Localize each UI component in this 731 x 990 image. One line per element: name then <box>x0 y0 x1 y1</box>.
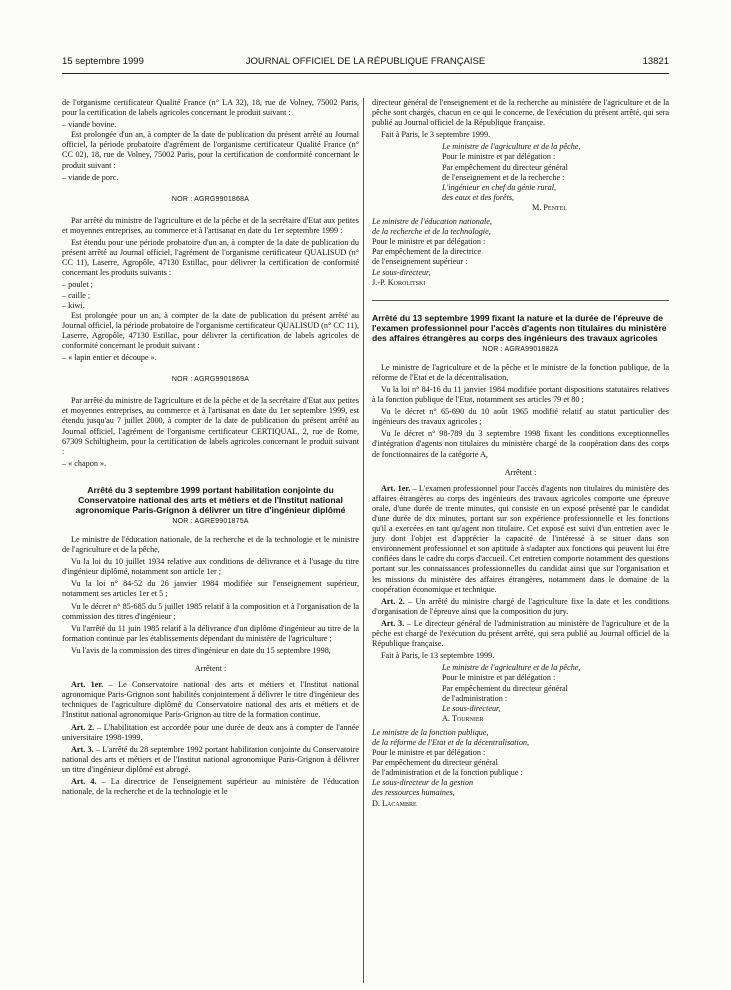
list-item: – kiwi. <box>62 300 85 310</box>
page-header <box>62 56 669 72</box>
article <box>372 619 669 649</box>
signature-line: de l'administration et de la fonction publique : <box>372 768 523 778</box>
signature-line: L'ingénieur en chef du génie rural, <box>442 182 557 192</box>
article-text: – L'arrêté du 28 septembre 1992 portant habilitation conjointe du Conservatoire national des arts et métiers et de l'Institut national agronomique Paris-Grignon à délivrer un titre d'ingénieur diplômé est abrogé. <box>62 744 359 774</box>
signature-line: Par empêchement du directeur général <box>442 162 568 172</box>
signature-line: Le sous-directeur, <box>372 267 431 277</box>
paragraph: Est étendu pour une période probatoire d'un an, à compter de la date de publication du présent arrêté au Journal officiel, l'agrément de l'organisme certificateur QUALISUD (n° CC 11), Laserre, Agropôle, 47130 Estillac, pour délivrer la certification de conformité concernant les produits suivants : <box>62 238 359 278</box>
signature-line: Le ministre de la fonction publique, <box>372 727 489 737</box>
right-column <box>372 98 669 809</box>
signature-block <box>372 142 669 213</box>
signature-line: de l'administration : <box>442 693 508 703</box>
section-separator <box>372 300 669 301</box>
signature-line: Pour le ministre et par délégation : <box>372 237 486 247</box>
paragraph: Par arrêté du ministre de l'agriculture et de la pêche et de la secrétaire d'Etat aux petites et moyennes entreprises, au commerce et à l'artisanat en date du 1er septembre 1999, est étendu jusqu'au 7 juillet 2000, à compter de la date de publication du présent arrêté au Journal officiel, l'agrément de l'organisme certificateur CERTIQUAL, 2, rue de Rome, 67309 Schiltigheim, pour la certification de labels agricoles concernant le produit suivant : <box>62 396 359 456</box>
article-text: – La directrice de l'enseignement supérieur au ministère de l'éducation nationale, de la recherche et de la technologie et le <box>62 776 360 797</box>
signature-line: Pour le ministre et par délégation : <box>442 152 556 162</box>
decree-title: Arrêté du 3 septembre 1999 portant habilitation conjointe du Conservatoire national des arts et métiers et de l'Institut national agronomique Paris-Grignon à délivrer un titre d'ingénieur diplômé <box>75 484 346 515</box>
article-text: – Le Conservatoire national des arts et métiers et l'Institut national agronomique Paris-Grignon sont habilités conjointement à délivrer le titre d'ingénieur des techniques de l'agriculture diplômé du Conservatoire national des arts et métiers et de l'Institut national agronomique Paris-Grignon au titre de la formation continue. <box>62 680 359 720</box>
paragraph: Vu la loi n° 84-16 du 11 janvier 1984 modifiée portant dispositions statutaires relatives à la fonction publique de l'Etat, notamment ses articles 79 et 80 ; <box>372 384 669 405</box>
article-text: – L'habilitation est accordée pour une durée de deux ans à compter de l'année universitaire 1998-1999. <box>62 722 359 742</box>
article <box>62 777 359 797</box>
signature-block <box>372 728 602 809</box>
arretent-heading: Arrêtent : <box>504 467 537 477</box>
nor-reference: NOR : AGRE9901875A <box>172 517 249 525</box>
paragraph: Vu le décret n° 85-685 du 5 juillet 1985 relatif à la composition et à l'organisation de la commission des titres d'ingénieur ; <box>62 601 359 621</box>
signatory-name: M. Pentel <box>532 202 567 212</box>
article-label: Art. 4. <box>71 776 97 786</box>
signature-line: Par empêchement du directeur général <box>442 683 568 693</box>
paragraph: Est prolongée d'un an, à compter de la date de publication du présent arrêté au Journal officiel, la période probatoire d'agrément de l'organisme certificateur Qualité France (n° CC 02), 18, rue de Volney, 75002 Paris, pour la certification de conformité concernant le produit suivant : <box>62 130 359 170</box>
article-label: Art. 2. <box>381 596 405 606</box>
article-text: – Le directeur général de l'administration au ministère de l'agriculture et de la pêche est chargé de l'exécution du présent arrêté, qui sera publié au Journal officiel de la République française. <box>372 618 669 649</box>
signature-line: Par empêchement de la directrice <box>372 247 482 257</box>
paragraph: Le ministre de l'éducation nationale, de la recherche et de la technologie et le ministre de l'agriculture et de la pêche, <box>62 535 359 555</box>
signatory-name: J.-P. Korolitski <box>372 277 426 287</box>
nor-reference: NOR : AGRG9901868A <box>171 195 250 203</box>
list-item: – « chapon ». <box>62 458 107 468</box>
nor-reference: NOR : AGRG9901869A <box>171 376 250 384</box>
paragraph: directeur général de l'enseignement et de la recherche au ministère de l'agriculture et de la pêche sont chargés, chacun en ce qui le concerne, de l'exécution du présent arrêté, qui sera publié au Journal officiel de la République française. <box>372 98 669 128</box>
article-label: Art. 3. <box>71 744 94 754</box>
list-item: – poulet ; <box>62 280 93 290</box>
signature-date: Fait à Paris, le 3 septembre 1999. <box>381 130 491 140</box>
list-item: – viande bovine. <box>62 120 117 130</box>
signature-line: des eaux et des forêts, <box>442 192 515 202</box>
paragraph: Le ministre de l'agriculture et de la pêche et le ministre de la fonction publique, de la réforme de l'Etat et de la décentralisation, <box>372 362 669 382</box>
signature-line: Le ministre de l'éducation nationale, <box>372 217 492 227</box>
paragraph: Vu le décret n° 65-690 du 10 août 1965 modifié relatif au statut particulier des ingénieurs des travaux agricoles ; <box>372 407 669 427</box>
article-label: Art. 1er. <box>381 483 411 493</box>
signature-line: de l'enseignement supérieur : <box>372 257 468 267</box>
article <box>372 484 669 595</box>
article-label: Art. 2. <box>71 722 95 732</box>
arretent-heading: Arrêtent : <box>194 664 227 674</box>
signature-line: Pour le ministre et par délégation : <box>442 673 556 683</box>
paragraph: Par arrêté du ministre de l'agriculture et de la pêche et de la secrétaire d'Etat aux petites et moyennes entreprises, au commerce et à l'artisanat en date du 1er septembre 1999 : <box>62 215 359 235</box>
paragraph: Est prolongée pour un an, à compter de la date de publication du présent arrêté au Journal officiel, la période probatoire de l'organisme certificateur QUALISUD (n° CC 11), Laserre, Agropôle, 47130 Estillac, pour délivrer la certification de labels agricoles de conformité concernant le produit suivant : <box>62 310 359 350</box>
article-text: – Un arrêté du ministre chargé de l'agriculture fixe la date et les conditions d'organisation de l'épreuve ainsi que la composition du jury. <box>372 596 669 616</box>
article-text: – L'examen professionnel pour l'accès d'agents non titulaires du ministère des affaires étrangères au corps des ingénieurs des travaux agricoles comporte une épreuve orale, d'une durée de trente minutes, qui consiste en un exposé présenté par le candidat d'une durée de dix minutes, portant sur son expérience professionnelle et les fonctions qu'il a exercées en tant qu'agent non titulaire. Cet exposé est suivi d'un entretien avec le jury dont l'objet est d'apprécier la capacité de l'intéressé à se situer dans son environnement professionnel et son aptitude à s'adapter aux fonctions qui peuvent lui être confiées dans le cadre du corps d'accueil. Cet entretien comporte notamment des questions portant sur les connaissances professionnelles du candidat ainsi que sur l'organisation et les missions du ministère des affaires étrangères, notamment dans le domaine de la coopération économique et technique. <box>372 483 669 594</box>
header-journal-title: JOURNAL OFFICIEL DE LA RÉPUBLIQUE FRANÇAISE <box>245 56 486 67</box>
header-date: 15 septembre 1999 <box>62 56 144 67</box>
article <box>62 745 359 775</box>
article <box>62 680 359 720</box>
paragraph: Vu l'avis de la commission des titres d'ingénieur en date du 15 septembre 1998, <box>71 645 331 655</box>
decree-title: Arrêté du 13 septembre 1999 fixant la nature et la durée de l'épreuve de l'examen professionnel pour l'accès d'agents non titulaires du ministère des affaires étrangères au corps des ingénieurs des travaux agricoles <box>372 312 667 343</box>
signature-line: Le ministre de l'agriculture et de la pêche, <box>442 142 581 152</box>
article <box>372 597 669 617</box>
list-item: – caille ; <box>62 290 91 300</box>
signature-line: Le sous-directeur, <box>442 703 501 713</box>
article-label: Art. 3. <box>381 618 405 628</box>
signatory-name: D. Lacambre <box>372 798 417 808</box>
signature-block <box>372 217 572 288</box>
header-rule <box>62 73 669 74</box>
list-item: – « lapin entier et découpe ». <box>62 353 157 363</box>
article <box>62 723 359 743</box>
signature-date: Fait à Paris, le 13 septembre 1999. <box>381 651 495 661</box>
signature-block <box>372 663 669 724</box>
paragraph: Vu la loi du 10 juillet 1934 relative aux conditions de délivrance et à l'usage du titre d'ingénieur diplômé, notamment son article 1er ; <box>62 557 359 577</box>
signatory-name: A. Tournier <box>442 713 484 723</box>
signature-line: de la recherche et de la technologie, <box>372 227 491 237</box>
column-divider <box>363 98 364 983</box>
signature-line: Le sous-directeur de la gestion <box>372 778 474 788</box>
paragraph: Vu la loi n° 84-52 du 26 janvier 1984 modifiée sur l'enseignement supérieur, notamment ses articles 1er et 5 ; <box>62 579 359 599</box>
paragraph: Vu le décret n° 98-789 du 3 septembre 1998 fixant les conditions exceptionnelles d'intégration d'agents non titulaires du ministère chargé de la coopération dans des corps de fonctionnaires de la catégorie A, <box>372 429 669 459</box>
signature-line: de l'enseignement et de la recherche : <box>442 172 565 182</box>
signature-line: Par empêchement du directeur général <box>372 758 498 768</box>
left-column <box>62 98 359 799</box>
header-page-number: 13821 <box>642 56 669 67</box>
signature-line: Pour le ministre et par délégation : <box>372 748 486 758</box>
paragraph: Vu l'arrêté du 11 juin 1985 relatif à la délivrance d'un diplôme d'ingénieur au titre de la formation continue par les établissements dépendant du ministère de l'agriculture ; <box>62 623 359 643</box>
nor-reference: NOR : AGRA9901882A <box>482 345 559 353</box>
paragraph: de l'organisme certificateur Qualité France (n° LA 32), 18, rue de Volney, 75002 Paris, pour la certification de labels agricoles concernant le produit suivant : <box>62 98 359 118</box>
signature-line: de la réforme de l'Etat et de la décentralisation, <box>372 737 530 747</box>
list-item: – viande de porc. <box>62 172 119 182</box>
article-label: Art. 1er. <box>71 680 104 690</box>
signature-line: Le ministre de l'agriculture et de la pêche, <box>442 663 581 673</box>
signature-line: des ressources humaines, <box>372 788 455 798</box>
